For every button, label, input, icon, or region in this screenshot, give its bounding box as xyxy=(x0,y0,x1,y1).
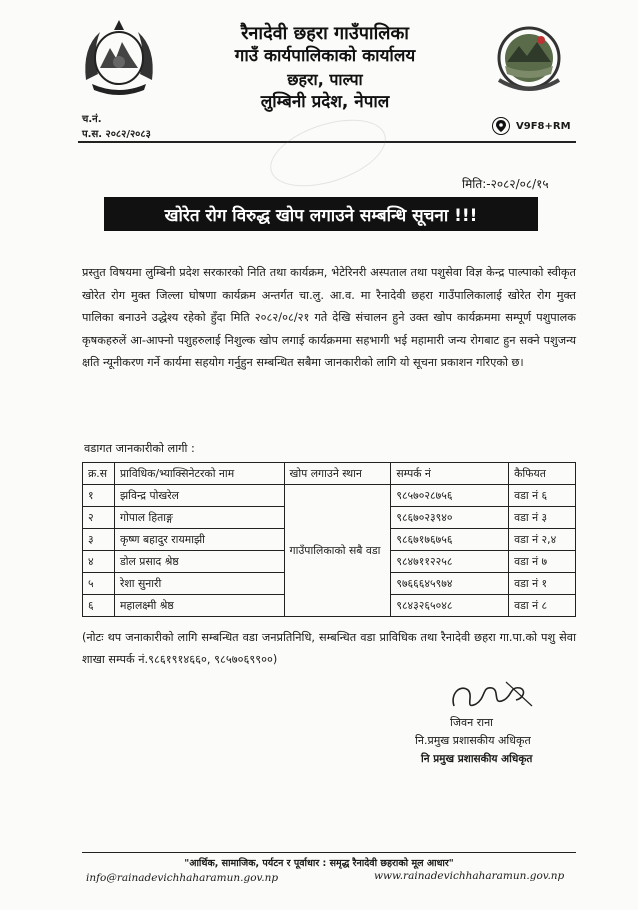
vaccinator-name: कृष्ण बहादुर रायमाझी xyxy=(114,529,284,551)
office-header xyxy=(160,22,490,114)
nepal-emblem-icon xyxy=(78,18,160,100)
office-name: गाउँ कार्यपालिकाको कार्यालय xyxy=(234,46,416,66)
notice-date: मिति:-२०८२/०८/१५ xyxy=(462,177,549,191)
column-header: सम्पर्क नं xyxy=(391,463,509,485)
vaccinator-name: गोपाल हिताङ्ग xyxy=(114,507,284,529)
remark: वडा नं ८ xyxy=(509,595,576,617)
contact-number: ९८६७१७६७५६ xyxy=(391,529,509,551)
column-header: खोप लगाउने स्थान xyxy=(284,463,391,485)
remark: वडा नं ३ xyxy=(509,507,576,529)
serial-number: २ xyxy=(83,507,115,529)
location-code xyxy=(492,117,571,135)
vaccinator-table xyxy=(82,462,576,617)
location-pin-icon xyxy=(492,117,510,135)
remark: वडा नं २,४ xyxy=(509,529,576,551)
province-name: लुम्बिनी प्रदेश, नेपाल xyxy=(260,92,390,112)
column-header: प्राविधिक/भ्याक्सिनेटरको नाम xyxy=(114,463,284,485)
contact-number: ९७६६६४५९७४ xyxy=(391,573,509,595)
municipality-logo-icon xyxy=(491,22,567,98)
contact-note: (नोटः थप जनाकारीको लागि सम्बन्धित वडा जनप्रतिनिधि, सम्बन्धित वडा प्राविधिक तथा रैनादेवी छहरा गा.पा.को पशु सेवा शाखा सम्पर्क नं.९८६१९१४६६०, ९८५७०६९९००) xyxy=(82,631,576,666)
reference-block xyxy=(82,112,151,142)
designation-stamp: नि प्रमुख प्रशासकीय अधिकृत xyxy=(421,753,533,765)
municipality-name: रैनादेवी छहरा गाउँपालिका xyxy=(241,23,409,44)
footer-divider xyxy=(82,852,576,853)
column-header: कैफियत xyxy=(509,463,576,485)
contact-number: ९८५७०२८७५६ xyxy=(391,485,509,507)
vaccinator-name: झविन्द्र पोखरेल xyxy=(114,485,284,507)
contact-number: ९८४३२६५०४८ xyxy=(391,595,509,617)
vaccinator-name: डोल प्रसाद श्रेष्ठ xyxy=(114,551,284,573)
serial-number: ५ xyxy=(83,573,115,595)
office-stamp-watermark xyxy=(262,107,394,199)
serial-number: ६ xyxy=(83,595,115,617)
vaccinator-name: रेशा सुनारी xyxy=(114,573,284,595)
reference-number-label: च.नं. xyxy=(82,114,102,125)
office-address: छहरा, पाल्पा xyxy=(287,70,363,89)
serial-number: ३ xyxy=(83,529,115,551)
table-row xyxy=(83,485,576,507)
ward-info-heading: वडागत जानकारीको लागी : xyxy=(84,442,195,455)
fiscal-year: प.स. २०८२/२०८३ xyxy=(82,129,151,140)
remark: वडा नं १ xyxy=(509,573,576,595)
plus-code-text: V9F8+RM xyxy=(516,120,571,132)
remark: वडा नं ६ xyxy=(509,485,576,507)
signatory-designation: नि.प्रमुख प्रशासकीय अधिकृत xyxy=(415,734,531,747)
handwritten-signature xyxy=(446,676,538,716)
footer-website: www.rainadevichhaharamun.gov.np xyxy=(374,870,565,882)
vaccinator-name: महालक्ष्मी श्रेष्ठ xyxy=(114,595,284,617)
contact-number: ९८४७११२२५८ xyxy=(391,551,509,573)
serial-number: ४ xyxy=(83,551,115,573)
remark: वडा नं ७ xyxy=(509,551,576,573)
vaccination-location: गाउँपालिकाको सबै वडा xyxy=(284,485,391,617)
table-header-row xyxy=(83,463,576,485)
notice-body: प्रस्तुत विषयमा लुम्बिनी प्रदेश सरकारको निति तथा कार्यक्रम, भेटेरिनरी अस्पताल तथा पशुसेवा विज्ञ केन्द्र पाल्पाको स्वीकृत खोरेत रोग मुक्त जिल्ला घोषणा कार्यक्रम अन्तर्गत चा.लु. आ.व. मा रैनादेवी छहरा गाउँपालिकालाई खोरेत रोग मुक्त पालिका बनाउने उद्धेश्य रहेको हुँदा मिति २०८२/०८/२१ गते देखि संचालन हुने उक्त खोप कार्यक्रममा सम्पूर्ण पशुपालक कृषकहरुलें आ-आफ्नो पशुहरुलाई निशुल्क खोप लगाई कार्यक्रममा सहभागी भई महामारी जन्य रोगबाट हुन सक्ने पशुजन्य क्षति न्यूनीकरण गर्ने कार्यमा सहयोग गर्नुहुन सम्बन्धित सबैमा जानकारीको लागि यो सूचना प्रकाशन गरिएको छ। xyxy=(82,266,576,369)
signatory-name: जिवन राना xyxy=(450,716,494,729)
footer-slogan: "आर्थिक, सामाजिक, पर्यटन र पूर्वाधार : समृद्ध रैनादेवी छहराको मूल आधार" xyxy=(184,858,454,869)
footer-email: info@rainadevichhaharamun.gov.np xyxy=(86,872,279,884)
contact-number: ९८६७०२३९४० xyxy=(391,507,509,529)
serial-number: १ xyxy=(83,485,115,507)
notice-title: खोरेत रोग विरुद्ध खोप लगाउने सम्बन्धि सूचना !!! xyxy=(104,197,538,231)
column-header: क्र.स xyxy=(83,463,115,485)
